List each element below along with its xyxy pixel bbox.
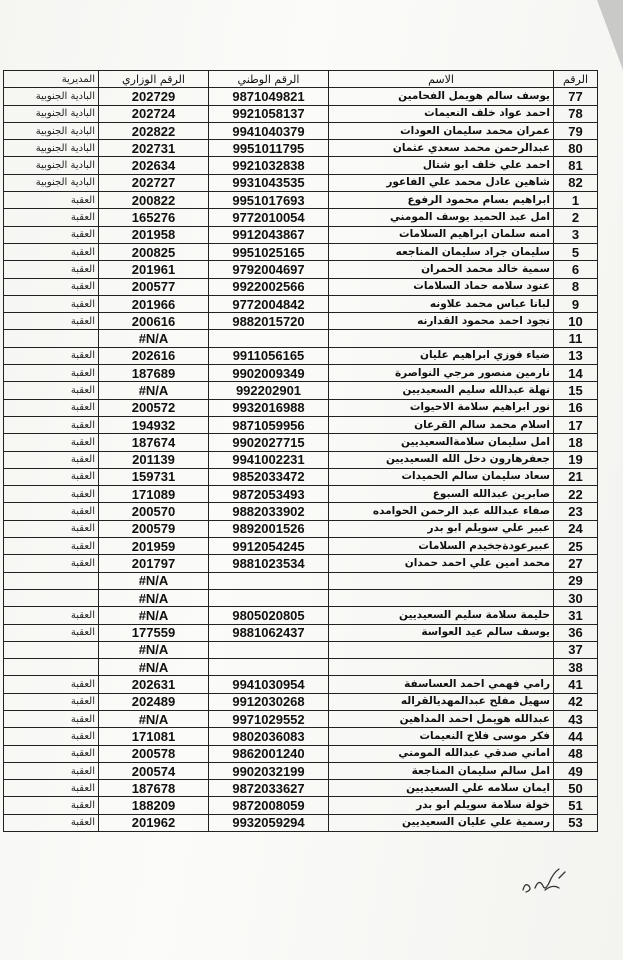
directorate-cell: العقبة bbox=[4, 278, 99, 295]
directorate-cell: العقبة bbox=[4, 538, 99, 555]
ministry-number-cell: 201966 bbox=[99, 295, 209, 312]
ministry-number-cell: 200572 bbox=[99, 399, 209, 416]
table-row bbox=[4, 105, 598, 122]
table-row bbox=[4, 555, 598, 572]
ministry-number-cell: #N/A bbox=[99, 572, 209, 589]
ministry-number-cell: 187678 bbox=[99, 780, 209, 797]
table-row bbox=[4, 589, 598, 606]
ministry-number-cell: 187674 bbox=[99, 434, 209, 451]
table-row bbox=[4, 226, 598, 243]
national-number-cell: 9941002231 bbox=[209, 451, 329, 468]
national-number-cell: 9921032838 bbox=[209, 157, 329, 174]
directorate-cell: العقبة bbox=[4, 416, 99, 433]
table-row bbox=[4, 624, 598, 641]
table-row bbox=[4, 572, 598, 589]
name-cell: سمية خالد محمد الحمران bbox=[329, 261, 554, 278]
ministry-number-cell: 194932 bbox=[99, 416, 209, 433]
national-number-cell bbox=[209, 659, 329, 676]
directorate-cell: البادية الجنوبية bbox=[4, 140, 99, 157]
table-row bbox=[4, 434, 598, 451]
table-row bbox=[4, 538, 598, 555]
name-cell: فكر موسى فلاح النعيمات bbox=[329, 728, 554, 745]
directorate-cell: العقبة bbox=[4, 451, 99, 468]
ministry-number-cell: 188209 bbox=[99, 797, 209, 814]
national-number-cell: 9862001240 bbox=[209, 745, 329, 762]
directorate-cell: البادية الجنوبية bbox=[4, 105, 99, 122]
national-number-cell: 9902032199 bbox=[209, 762, 329, 779]
national-number-cell: 992202901 bbox=[209, 382, 329, 399]
national-number-cell: 9912054245 bbox=[209, 538, 329, 555]
directorate-cell: العقبة bbox=[4, 745, 99, 762]
ministry-number-cell: 165276 bbox=[99, 209, 209, 226]
ministry-number-cell: 159731 bbox=[99, 468, 209, 485]
table-row bbox=[4, 503, 598, 520]
national-number-cell: 9872053493 bbox=[209, 486, 329, 503]
table-row bbox=[4, 710, 598, 727]
serial-cell: 8 bbox=[554, 278, 598, 295]
name-cell: امل سالم سليمان المناجعة bbox=[329, 762, 554, 779]
ministry-number-cell: 202631 bbox=[99, 676, 209, 693]
name-cell: نجود احمد محمود القدارنه bbox=[329, 313, 554, 330]
table-row bbox=[4, 192, 598, 209]
directorate-cell: العقبة bbox=[4, 209, 99, 226]
table-row bbox=[4, 313, 598, 330]
table-row bbox=[4, 641, 598, 658]
ministry-number-cell: 202729 bbox=[99, 88, 209, 105]
ministry-number-cell: 201958 bbox=[99, 226, 209, 243]
national-number-cell: 9805020805 bbox=[209, 607, 329, 624]
directorate-cell bbox=[4, 641, 99, 658]
ministry-number-cell: 201961 bbox=[99, 261, 209, 278]
table-row bbox=[4, 607, 598, 624]
serial-cell: 24 bbox=[554, 520, 598, 537]
name-cell: سليمان جراد سليمان المناجعه bbox=[329, 243, 554, 260]
national-number-cell: 9941030954 bbox=[209, 676, 329, 693]
serial-cell: 18 bbox=[554, 434, 598, 451]
table-row bbox=[4, 209, 598, 226]
national-number-cell: 9912043867 bbox=[209, 226, 329, 243]
serial-cell: 10 bbox=[554, 313, 598, 330]
serial-cell: 43 bbox=[554, 710, 598, 727]
header-ministry-number: الرقم الوزاري bbox=[99, 71, 209, 88]
national-number-cell: 9951025165 bbox=[209, 243, 329, 260]
ministry-number-cell: 201139 bbox=[99, 451, 209, 468]
table-row bbox=[4, 728, 598, 745]
name-cell: احمد علي خلف ابو شتال bbox=[329, 157, 554, 174]
directorate-cell bbox=[4, 330, 99, 347]
name-cell: عبدالرحمن محمد سعدي عثمان bbox=[329, 140, 554, 157]
serial-cell: 5 bbox=[554, 243, 598, 260]
serial-cell: 2 bbox=[554, 209, 598, 226]
table-row bbox=[4, 797, 598, 814]
serial-cell: 14 bbox=[554, 365, 598, 382]
serial-cell: 81 bbox=[554, 157, 598, 174]
table-header-row bbox=[4, 71, 598, 88]
serial-cell: 80 bbox=[554, 140, 598, 157]
name-cell bbox=[329, 572, 554, 589]
serial-cell: 38 bbox=[554, 659, 598, 676]
national-number-cell: 9902027715 bbox=[209, 434, 329, 451]
table-row bbox=[4, 261, 598, 278]
name-cell: محمد امين علي احمد حمدان bbox=[329, 555, 554, 572]
directorate-cell: العقبة bbox=[4, 520, 99, 537]
national-number-cell: 9882033902 bbox=[209, 503, 329, 520]
directorate-cell: العقبة bbox=[4, 192, 99, 209]
table-row bbox=[4, 330, 598, 347]
directorate-cell: العقبة bbox=[4, 503, 99, 520]
directorate-cell: العقبة bbox=[4, 693, 99, 710]
ministry-number-cell: 171089 bbox=[99, 486, 209, 503]
ministry-number-cell: 202634 bbox=[99, 157, 209, 174]
ministry-number-cell: #N/A bbox=[99, 382, 209, 399]
national-number-cell: 9882015720 bbox=[209, 313, 329, 330]
national-number-cell: 9911056165 bbox=[209, 347, 329, 364]
national-number-cell: 9872008059 bbox=[209, 797, 329, 814]
national-number-cell: 9951017693 bbox=[209, 192, 329, 209]
directorate-cell: البادية الجنوبية bbox=[4, 174, 99, 191]
ministry-number-cell: 201797 bbox=[99, 555, 209, 572]
national-number-cell bbox=[209, 330, 329, 347]
table-row bbox=[4, 468, 598, 485]
national-number-cell: 9852033472 bbox=[209, 468, 329, 485]
table-row bbox=[4, 243, 598, 260]
table-row bbox=[4, 416, 598, 433]
directorate-cell: العقبة bbox=[4, 295, 99, 312]
name-cell: حليمة سلامة سليم السعيديين bbox=[329, 607, 554, 624]
serial-cell: 44 bbox=[554, 728, 598, 745]
ministry-number-cell: 200574 bbox=[99, 762, 209, 779]
national-number-cell: 9921058137 bbox=[209, 105, 329, 122]
table-row bbox=[4, 88, 598, 105]
directorate-cell bbox=[4, 589, 99, 606]
ministry-number-cell: 200570 bbox=[99, 503, 209, 520]
national-number-cell: 9792004697 bbox=[209, 261, 329, 278]
national-number-cell: 9932016988 bbox=[209, 399, 329, 416]
name-cell: عبيرعودةجخيدم السلامات bbox=[329, 538, 554, 555]
ministry-number-cell: 187689 bbox=[99, 365, 209, 382]
ministry-number-cell: 201962 bbox=[99, 814, 209, 831]
ministry-number-cell: #N/A bbox=[99, 607, 209, 624]
national-number-cell: 9802036083 bbox=[209, 728, 329, 745]
directorate-cell: البادية الجنوبية bbox=[4, 157, 99, 174]
national-number-cell: 9902009349 bbox=[209, 365, 329, 382]
name-cell: صابرين عبدالله السبوع bbox=[329, 486, 554, 503]
table-row bbox=[4, 278, 598, 295]
ministry-number-cell: 200578 bbox=[99, 745, 209, 762]
ministry-number-cell: 202731 bbox=[99, 140, 209, 157]
national-number-cell: 9922002566 bbox=[209, 278, 329, 295]
serial-cell: 53 bbox=[554, 814, 598, 831]
name-cell: ابراهيم بسام محمود الرفوع bbox=[329, 192, 554, 209]
name-cell: ضياء فوزي ابراهيم عليان bbox=[329, 347, 554, 364]
serial-cell: 13 bbox=[554, 347, 598, 364]
header-directorate: المديرية bbox=[4, 71, 99, 88]
name-cell: نارمين منصور مرجي النواصرة bbox=[329, 365, 554, 382]
name-cell bbox=[329, 659, 554, 676]
serial-cell: 23 bbox=[554, 503, 598, 520]
directorate-cell: العقبة bbox=[4, 607, 99, 624]
table-row bbox=[4, 780, 598, 797]
name-cell: يوسف سالم هويمل الفحامين bbox=[329, 88, 554, 105]
national-number-cell bbox=[209, 641, 329, 658]
ministry-number-cell: 200825 bbox=[99, 243, 209, 260]
name-cell: شاهين عادل محمد علي الفاعور bbox=[329, 174, 554, 191]
name-cell: عبدالله هويمل احمد المداهين bbox=[329, 710, 554, 727]
serial-cell: 48 bbox=[554, 745, 598, 762]
national-number-cell: 9872033627 bbox=[209, 780, 329, 797]
name-cell: صفاء عبدالله عبد الرحمن الحوامده bbox=[329, 503, 554, 520]
name-cell: ايمان سلامه علي السعيديين bbox=[329, 780, 554, 797]
national-number-cell bbox=[209, 589, 329, 606]
serial-cell: 41 bbox=[554, 676, 598, 693]
name-cell: امل عبد الحميد يوسف المومني bbox=[329, 209, 554, 226]
name-cell: اسلام محمد سالم القرعان bbox=[329, 416, 554, 433]
directorate-cell: العقبة bbox=[4, 347, 99, 364]
directorate-cell: العقبة bbox=[4, 382, 99, 399]
table-row bbox=[4, 140, 598, 157]
table-row bbox=[4, 174, 598, 191]
name-cell: سعاد سليمان سالم الحميدات bbox=[329, 468, 554, 485]
name-cell: سهيل مفلح عبدالمهديالقراله bbox=[329, 693, 554, 710]
table-row bbox=[4, 451, 598, 468]
directorate-cell: العقبة bbox=[4, 555, 99, 572]
table-row bbox=[4, 157, 598, 174]
ministry-number-cell: #N/A bbox=[99, 641, 209, 658]
table-row bbox=[4, 486, 598, 503]
name-cell: عبير علي سويلم ابو بدر bbox=[329, 520, 554, 537]
directorate-cell bbox=[4, 659, 99, 676]
serial-cell: 77 bbox=[554, 88, 598, 105]
national-number-cell: 9932059294 bbox=[209, 814, 329, 831]
serial-cell: 49 bbox=[554, 762, 598, 779]
ministry-number-cell: 202822 bbox=[99, 122, 209, 139]
ministry-number-cell: 202727 bbox=[99, 174, 209, 191]
serial-cell: 36 bbox=[554, 624, 598, 641]
serial-cell: 6 bbox=[554, 261, 598, 278]
national-number-cell: 9951011795 bbox=[209, 140, 329, 157]
table-row bbox=[4, 745, 598, 762]
table-row bbox=[4, 659, 598, 676]
name-cell: جعفرهارون دخل الله السعيديين bbox=[329, 451, 554, 468]
national-number-cell: 9881023534 bbox=[209, 555, 329, 572]
name-cell: رسمية علي عليان السعيديين bbox=[329, 814, 554, 831]
table-row bbox=[4, 693, 598, 710]
name-cell: يوسف سالم عيد العواسة bbox=[329, 624, 554, 641]
table-row bbox=[4, 382, 598, 399]
name-cell: نهلة عبدالله سليم السعيديين bbox=[329, 382, 554, 399]
directorate-cell: العقبة bbox=[4, 243, 99, 260]
directorate-cell: العقبة bbox=[4, 226, 99, 243]
serial-cell: 37 bbox=[554, 641, 598, 658]
ministry-number-cell: #N/A bbox=[99, 330, 209, 347]
name-cell bbox=[329, 330, 554, 347]
name-cell: لبانا عباس محمد علاونه bbox=[329, 295, 554, 312]
ministry-number-cell: 201959 bbox=[99, 538, 209, 555]
national-number-cell: 9871049821 bbox=[209, 88, 329, 105]
serial-cell: 19 bbox=[554, 451, 598, 468]
directorate-cell: العقبة bbox=[4, 624, 99, 641]
national-number-cell: 9772004842 bbox=[209, 295, 329, 312]
national-number-cell: 9912030268 bbox=[209, 693, 329, 710]
directorate-cell: البادية الجنوبية bbox=[4, 122, 99, 139]
serial-cell: 16 bbox=[554, 399, 598, 416]
national-number-cell: 9881062437 bbox=[209, 624, 329, 641]
serial-cell: 51 bbox=[554, 797, 598, 814]
ministry-number-cell: 200822 bbox=[99, 192, 209, 209]
directorate-cell bbox=[4, 572, 99, 589]
table-row bbox=[4, 122, 598, 139]
page-corner-shadow bbox=[597, 0, 623, 70]
directorate-cell: العقبة bbox=[4, 434, 99, 451]
ministry-number-cell: 202616 bbox=[99, 347, 209, 364]
directorate-cell: العقبة bbox=[4, 762, 99, 779]
name-cell: نور ابراهيم سلامة الاحيوات bbox=[329, 399, 554, 416]
table-row bbox=[4, 365, 598, 382]
serial-cell: 50 bbox=[554, 780, 598, 797]
table-row bbox=[4, 347, 598, 364]
serial-cell: 3 bbox=[554, 226, 598, 243]
directorate-cell: البادية الجنوبية bbox=[4, 88, 99, 105]
name-cell: امنه سلمان ابراهيم السلامات bbox=[329, 226, 554, 243]
directorate-cell: العقبة bbox=[4, 710, 99, 727]
ministry-number-cell: #N/A bbox=[99, 659, 209, 676]
table-row bbox=[4, 520, 598, 537]
serial-cell: 21 bbox=[554, 468, 598, 485]
national-number-cell: 9871059956 bbox=[209, 416, 329, 433]
header-name: الاسم bbox=[329, 71, 554, 88]
national-number-cell: 9971029552 bbox=[209, 710, 329, 727]
directorate-cell: العقبة bbox=[4, 313, 99, 330]
directorate-cell: العقبة bbox=[4, 486, 99, 503]
serial-cell: 30 bbox=[554, 589, 598, 606]
table-row bbox=[4, 762, 598, 779]
serial-cell: 17 bbox=[554, 416, 598, 433]
name-cell: احمد عواد خلف النعيمات bbox=[329, 105, 554, 122]
ministry-number-cell: #N/A bbox=[99, 589, 209, 606]
serial-cell: 29 bbox=[554, 572, 598, 589]
ministry-number-cell: #N/A bbox=[99, 710, 209, 727]
national-number-cell: 9941040379 bbox=[209, 122, 329, 139]
ministry-number-cell: 200577 bbox=[99, 278, 209, 295]
serial-cell: 1 bbox=[554, 192, 598, 209]
serial-cell: 11 bbox=[554, 330, 598, 347]
handwritten-signature-icon bbox=[515, 860, 585, 900]
table-row bbox=[4, 814, 598, 831]
serial-cell: 82 bbox=[554, 174, 598, 191]
header-serial: الرقم bbox=[554, 71, 598, 88]
name-cell: امل سليمان سلامةالسعيديين bbox=[329, 434, 554, 451]
serial-cell: 78 bbox=[554, 105, 598, 122]
national-number-cell bbox=[209, 572, 329, 589]
ministry-number-cell: 200579 bbox=[99, 520, 209, 537]
serial-cell: 25 bbox=[554, 538, 598, 555]
ministry-number-cell: 202724 bbox=[99, 105, 209, 122]
serial-cell: 9 bbox=[554, 295, 598, 312]
serial-cell: 15 bbox=[554, 382, 598, 399]
directorate-cell: العقبة bbox=[4, 728, 99, 745]
serial-cell: 79 bbox=[554, 122, 598, 139]
name-cell: عنود سلامه حماد السلامات bbox=[329, 278, 554, 295]
national-number-cell: 9931043535 bbox=[209, 174, 329, 191]
directorate-cell: العقبة bbox=[4, 814, 99, 831]
ministry-number-cell: 171081 bbox=[99, 728, 209, 745]
name-cell: عمران محمد سليمان العودات bbox=[329, 122, 554, 139]
name-cell: اماني صدقي عبدالله المومني bbox=[329, 745, 554, 762]
serial-cell: 22 bbox=[554, 486, 598, 503]
serial-cell: 31 bbox=[554, 607, 598, 624]
header-national-number: الرقم الوطني bbox=[209, 71, 329, 88]
ministry-number-cell: 200616 bbox=[99, 313, 209, 330]
directorate-cell: العقبة bbox=[4, 261, 99, 278]
name-cell: خولة سلامة سويلم ابو بدر bbox=[329, 797, 554, 814]
directorate-cell: العقبة bbox=[4, 399, 99, 416]
name-cell: رامي فهمي احمد العساسفة bbox=[329, 676, 554, 693]
roster-table bbox=[3, 70, 598, 832]
ministry-number-cell: 202489 bbox=[99, 693, 209, 710]
directorate-cell: العقبة bbox=[4, 468, 99, 485]
table-row bbox=[4, 399, 598, 416]
serial-cell: 42 bbox=[554, 693, 598, 710]
directorate-cell: العقبة bbox=[4, 780, 99, 797]
name-cell bbox=[329, 589, 554, 606]
directorate-cell: العقبة bbox=[4, 797, 99, 814]
table-row bbox=[4, 676, 598, 693]
national-number-cell: 9772010054 bbox=[209, 209, 329, 226]
ministry-number-cell: 177559 bbox=[99, 624, 209, 641]
national-number-cell: 9892001526 bbox=[209, 520, 329, 537]
serial-cell: 27 bbox=[554, 555, 598, 572]
table-row bbox=[4, 295, 598, 312]
name-cell bbox=[329, 641, 554, 658]
directorate-cell: العقبة bbox=[4, 365, 99, 382]
directorate-cell: العقبة bbox=[4, 676, 99, 693]
